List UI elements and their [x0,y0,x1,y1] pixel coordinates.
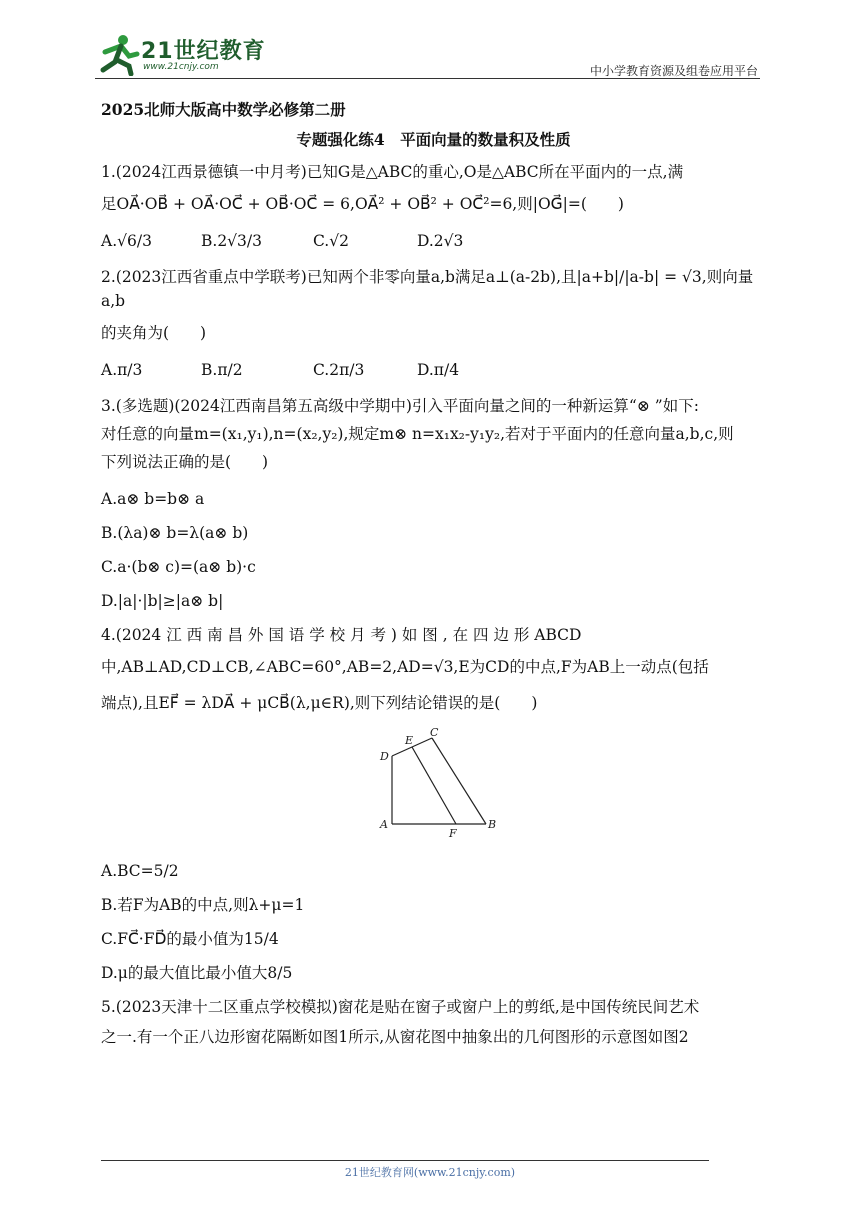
header-divider [95,78,760,79]
option-b: B.π/2 [201,361,243,380]
option-c: C.a·(b⊗ c)=(a⊗ b)·c [101,558,256,577]
page-header [95,32,760,80]
option-d: D.π/4 [417,361,460,380]
quadrilateral-figure [101,728,766,845]
option-a: A.√6/3 [101,232,152,251]
label-b: B [487,818,496,832]
label-e: E [404,734,413,748]
option-a: A.a⊗ b=b⊗ a [101,490,205,509]
logo [95,32,275,76]
option-c: C.FC⃗·FD⃗的最小值为15/4 [101,930,279,949]
page-footer: 21世纪教育网(www.21cnjy.com) [344,1166,516,1179]
option-a: A.π/3 [101,361,143,380]
question-stem: 2.(2023江西省重点中学联考)已知两个非零向量a,b满足a⊥(a-2b),且|a+b|/|a-b| = √3,则向量a,b [101,268,754,311]
label-a: A [379,818,388,832]
question-5 [101,995,766,1049]
platform-name: 中小学教育资源及组卷应用平台 [589,64,758,78]
question-stem: 端点),且EF⃗ = λDA⃗ + μCB⃗(λ,μ∈R),则下列结论错误的是( ) [101,694,538,713]
question-1 [101,160,766,216]
question-stem: 对任意的向量m=(x₁,y₁),n=(x₂,y₂),规定m⊗ n=x₁x₂-y₁y₂,若对于平面内的任意向量a,b,c,则 [101,425,734,444]
label-d: D [379,750,389,764]
question-3 [101,394,766,474]
quadrilateral-diagram [364,728,504,838]
segment-cb [432,738,486,824]
option-c: C.2π/3 [313,361,365,380]
question-stem: 下列说法正确的是( ) [101,453,269,472]
question-stem: 之一.有一个正八边形窗花隔断如图1所示,从窗花图中抽象出的几何图形的示意图如图2 [101,1028,689,1047]
question-stem: 1.(2024江西景德镇一中月考)已知G是△ABC的重心,O是△ABC所在平面内的一点,满 [101,163,684,182]
logo-text: 21世纪教育 [141,39,266,64]
question-stem: 3.(多选题)(2024江西南昌第五高级中学期中)引入平面向量之间的一种新运算“⊗ ”如下: [101,397,699,416]
options-row [101,229,766,253]
question-stem: 5.(2023天津十二区重点学校模拟)窗花是贴在窗子或窗户上的剪纸,是中国传统民间艺术 [101,998,700,1017]
label-f: F [448,827,457,839]
question-stem: 中,AB⊥AD,CD⊥CB,∠ABC=60°,AB=2,AD=√3,E为CD的中点,F为AB上一动点(包括 [101,658,709,677]
runner-logo-icon [95,32,141,76]
logo-url: www.21cnjy.com [143,62,219,72]
option-b: B.2√3/3 [201,232,263,251]
book-title: 2025北师大版高中数学必修第二册 [101,100,346,119]
option-a: A.BC=5/2 [101,862,179,881]
label-c: C [429,728,438,740]
option-c: C.√2 [313,232,349,251]
option-d: D.μ的最大值比最小值大8/5 [101,964,293,983]
options-row [101,358,766,382]
question-2 [101,265,766,345]
question-stem: 足OA⃗·OB⃗ + OA⃗·OC⃗ + OB⃗·OC⃗ = 6,OA⃗² + OB⃗² + OC⃗²=6,则|OG⃗|=( ) [101,195,624,214]
section-title: 专题强化练4 平面向量的数量积及性质 [296,130,571,150]
option-d: D.2√3 [417,232,464,251]
question-stem: 4.(2024 江 西 南 昌 外 国 语 学 校 月 考 ) 如 图 , 在 四 边 形 ABCD [101,626,582,645]
option-b: B.(λa)⊗ b=λ(a⊗ b) [101,524,249,543]
option-d: D.|a|·|b|≥|a⊗ b| [101,592,224,611]
document-body [101,98,766,1062]
footer-divider [101,1160,709,1161]
segment-ef [412,747,456,824]
question-4 [101,623,766,715]
option-b: B.若F为AB的中点,则λ+μ=1 [101,896,305,915]
question-stem: 的夹角为( ) [101,324,207,343]
